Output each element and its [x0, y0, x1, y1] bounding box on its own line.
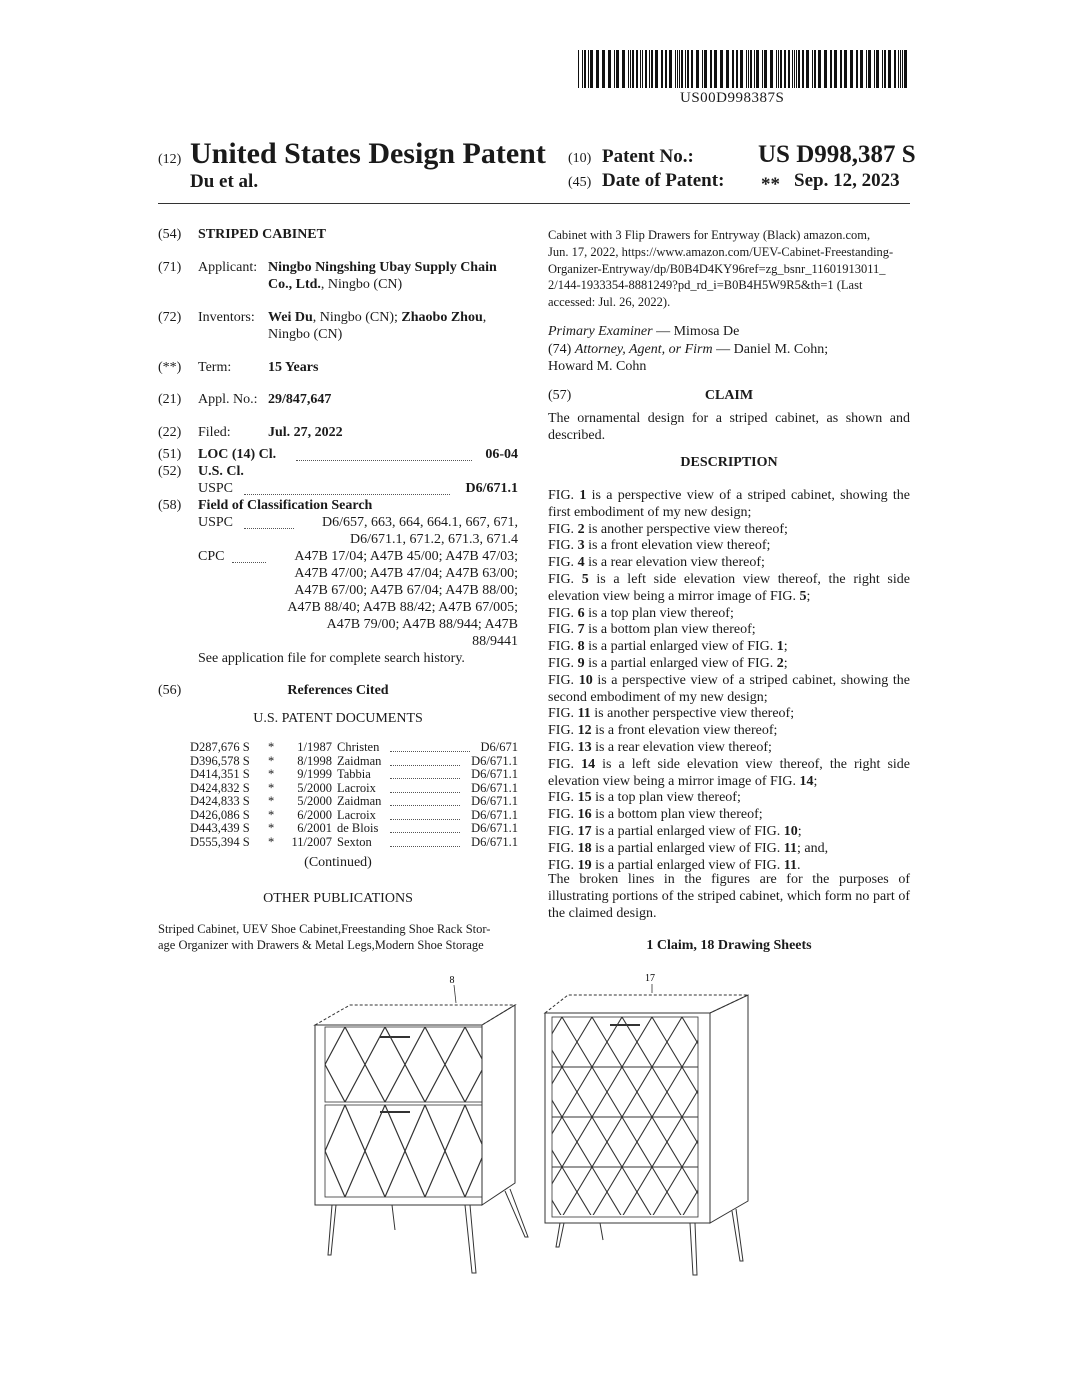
- figure-description: FIG. 9 is a partial enlarged view of FIG. 2;: [548, 655, 788, 671]
- field-56-code: (56): [158, 683, 182, 698]
- reference-row: [190, 809, 518, 823]
- claim-title: CLAIM: [704, 388, 754, 403]
- barcode-bar: [582, 50, 583, 88]
- barcode-bar: [710, 50, 712, 88]
- reference-name: Tabbia: [337, 767, 371, 781]
- reference-number: D414,351 S: [190, 767, 250, 781]
- barcode-bar: [806, 50, 809, 88]
- barcode-bar: [661, 50, 663, 88]
- reference-class: D6/671.1: [471, 821, 518, 835]
- figure-description: FIG. 16 is a bottom plan view thereof;: [548, 807, 763, 823]
- barcode-bar: [902, 50, 903, 88]
- reference-date: 9/1999: [297, 767, 332, 781]
- barcode-bar: [894, 50, 896, 88]
- primary-examiner: Primary Examiner — Mimosa De: [548, 324, 740, 339]
- claims-sheets-count: 1 Claim, 18 Drawing Sheets: [646, 938, 812, 953]
- barcode-bar: [696, 50, 699, 88]
- barcode-bar: [784, 50, 786, 88]
- figure-description: FIG. 3 is a front elevation view thereof;: [548, 538, 771, 554]
- barcode-bar: [792, 50, 793, 88]
- title-field: STRIPED CABINET: [198, 227, 326, 242]
- barcode-bar: [679, 50, 680, 88]
- reference-date: 8/1998: [297, 753, 332, 768]
- description-title: DESCRIPTION: [680, 455, 778, 470]
- patent-type-title: United States Design Patent: [190, 137, 546, 170]
- reference-class: D6/671.1: [471, 767, 518, 781]
- barcode-bar: [675, 50, 676, 88]
- reference-row: [190, 836, 518, 850]
- barcode-bar: [770, 50, 773, 88]
- reference-row: [190, 741, 518, 755]
- date-label: Date of Patent:: [602, 170, 725, 191]
- barcode-bar: [740, 50, 743, 88]
- barcode-bar: [632, 50, 634, 88]
- barcode-bar: [640, 50, 641, 88]
- barcode-bar: [812, 50, 813, 88]
- barcode-bar: [636, 50, 638, 88]
- drawing-label-left: 8: [449, 975, 455, 986]
- attorney-line2: Howard M. Cohn: [548, 359, 647, 374]
- barcode-bar: [788, 50, 790, 88]
- barcode-bar: [856, 50, 858, 88]
- barcode-bar: [754, 50, 755, 88]
- figure-description: FIG. 15 is a top plan view thereof;: [548, 790, 741, 806]
- reference-name: Christen: [337, 740, 380, 754]
- reference-number: D443,439 S: [190, 821, 250, 835]
- figure-description: FIG. 7 is a bottom plan view thereof;: [548, 622, 756, 638]
- reference-class: D6/671.1: [471, 807, 518, 822]
- barcode-bar: [732, 50, 734, 88]
- reference-date: 5/2000: [297, 794, 332, 808]
- other-publication-2: age Organizer with Drawers & Metal Legs,Modern Shoe Storage: [158, 938, 484, 952]
- reference-number: D426,086 S: [190, 807, 250, 822]
- barcode-bar: [622, 50, 625, 88]
- reference-class: D6/671.1: [471, 753, 518, 768]
- barcode-bar: [602, 50, 605, 88]
- barcode-bar: [860, 50, 863, 88]
- field-52-uspc: USPC D6/671.1: [198, 481, 518, 496]
- reference-date: 11/2007: [291, 834, 332, 849]
- barcode-bar: [685, 50, 686, 88]
- barcode-bar: [655, 50, 658, 88]
- figure-description: FIG. 8 is a partial enlarged view of FIG. 1;: [548, 639, 788, 655]
- reference-date: 6/2001: [297, 821, 332, 835]
- reference-row: [190, 782, 518, 796]
- code-45: (45): [568, 175, 592, 190]
- field-58-cpc: CPC A47B 17/04; A47B 45/00; A47B 47/03;: [198, 549, 518, 564]
- field-72: (72) Inventors: Wei Du, Ningbo (CN); Zhaobo Zhou,: [158, 310, 487, 325]
- figure-description: FIG. 5 is a left side elevation view thereof, the right side elevation view being a mirror image of FIG. 5;: [548, 571, 910, 604]
- barcode-bar: [874, 50, 875, 88]
- publication-continued: Cabinet with 3 Flip Drawers for Entryway (Black) amazon.com, Jun. 17, 2022, https://www.amazon.com/UEV-Cabinet-Freestanding- Organizer-Entryway/dp/B0B4D4KY96ref=zg_bsnr_11601913011_ 2/144-1933354-8881249?pd_rd_i=B0B4H5W9R5&th=1 (Last accessed: Jul. 26, 2022).: [548, 228, 894, 310]
- barcode-bar: [818, 50, 821, 88]
- reference-date: 6/2000: [297, 807, 332, 822]
- barcode-bar: [649, 50, 650, 88]
- reference-row: [190, 755, 518, 769]
- barcode-bar: [691, 50, 693, 88]
- field-58-cpc-6: 88/9441: [472, 634, 518, 649]
- figure-description: FIG. 17 is a partial enlarged view of FIG. 10;: [548, 823, 802, 839]
- figure-description: FIG. 19 is a partial enlarged view of FIG. 11.: [548, 857, 801, 873]
- barcode-bar: [830, 50, 832, 88]
- field-71-line2: Co., Ltd., Ningbo (CN): [268, 277, 403, 292]
- other-publication-1: Striped Cabinet, UEV Shoe Cabinet,Freestanding Shoe Rack Stor-: [158, 922, 491, 936]
- barcode-bar: [898, 50, 899, 88]
- barcode-bar: [677, 50, 678, 88]
- barcode-bar: [750, 50, 752, 88]
- barcode-bar: [608, 50, 611, 88]
- figure-description: FIG. 13 is a rear elevation view thereof;: [548, 739, 772, 755]
- reference-name: Zaidman: [337, 794, 382, 808]
- barcode-bar: [794, 50, 795, 88]
- barcode-bar: [780, 50, 782, 88]
- barcode-bar: [802, 50, 804, 88]
- reference-number: D396,578 S: [190, 753, 250, 768]
- reference-class: D6/671.1: [471, 780, 518, 795]
- reference-star: *: [268, 780, 275, 795]
- field-58-cpc-2: A47B 47/00; A47B 47/04; A47B 63/00;: [294, 566, 518, 581]
- reference-star: *: [268, 767, 275, 781]
- patent-no-label: Patent No.:: [602, 146, 694, 167]
- figure-description: FIG. 12 is a front elevation view thereof;: [548, 723, 778, 739]
- barcode-bar: [850, 50, 853, 88]
- search-history-note: See application file for complete search history.: [198, 651, 465, 666]
- patent-number: US D998,387 S: [758, 141, 916, 168]
- figure-description: FIG. 10 is a perspective view of a striped cabinet, showing the second embodiment of my new design;: [548, 672, 911, 705]
- barcode-bar: [651, 50, 653, 88]
- barcode-bar: [876, 50, 879, 88]
- field-52: (52) U.S. Cl.: [158, 464, 244, 479]
- date-stars: **: [761, 174, 780, 195]
- field-22: (22) Filed: Jul. 27, 2022: [158, 425, 343, 440]
- field-58-cpc-4: A47B 88/40; A47B 88/42; A47B 67/005;: [287, 600, 518, 615]
- field-21: (21) Appl. No.: 29/847,647: [158, 392, 332, 407]
- barcode-bar: [834, 50, 837, 88]
- barcode-bar: [764, 50, 767, 88]
- patent-date: Sep. 12, 2023: [794, 170, 900, 191]
- barcode-bar: [669, 50, 672, 88]
- barcode-bar: [866, 50, 867, 88]
- cabinet-right-drawing: [532, 995, 748, 1275]
- inventor-line: Du et al.: [190, 171, 259, 192]
- field-58: (58) Field of Classification Search: [158, 498, 373, 513]
- barcode-bar: [796, 50, 797, 88]
- barcode-bar: [756, 50, 759, 88]
- figure-description: FIG. 18 is a partial enlarged view of FIG. 11; and,: [548, 840, 829, 856]
- figure-description: FIG. 4 is a rear elevation view thereof;: [548, 555, 765, 571]
- barcode-bar: [900, 50, 901, 88]
- barcode-bar: [798, 50, 800, 88]
- barcode-bar: [726, 50, 729, 88]
- figure-description: FIG. 14 is a left side elevation view thereof, the right side elevation view being a mirror image of FIG. 14;: [548, 756, 911, 789]
- reference-row: [190, 795, 518, 809]
- references-continued: (Continued): [304, 855, 372, 870]
- barcode: [578, 50, 910, 92]
- reference-star: *: [268, 807, 275, 822]
- barcode-bar: [778, 50, 779, 88]
- field-72-line2: Ningbo (CN): [268, 327, 343, 342]
- reference-number: D424,832 S: [190, 780, 250, 795]
- header-rule: [158, 203, 910, 204]
- barcode-bar: [746, 50, 747, 88]
- references-title: References Cited: [287, 683, 389, 698]
- barcode-bar: [645, 50, 647, 88]
- figure-descriptions: [548, 488, 910, 874]
- cabinet-left-drawing: [305, 1005, 528, 1273]
- references-table: [190, 741, 518, 851]
- reference-row: [190, 768, 518, 782]
- code-12: (12): [158, 152, 182, 167]
- barcode-bar: [628, 50, 629, 88]
- barcode-bar: [736, 50, 738, 88]
- reference-date: 1/1987: [297, 740, 332, 754]
- reference-class: D6/671.1: [471, 794, 518, 808]
- code-10: (10): [568, 151, 592, 166]
- claim-text: The ornamental design for a striped cabinet, as shown and described.: [548, 411, 910, 443]
- barcode-bar: [762, 50, 763, 88]
- barcode-bar: [596, 50, 599, 88]
- barcode-number: US00D998387S: [680, 90, 785, 106]
- reference-number: D287,676 S: [190, 740, 250, 754]
- barcode-bar: [748, 50, 749, 88]
- field-71: (71) Applicant: Ningbo Ningshing Ubay Supply Chain: [158, 260, 497, 275]
- reference-row: [190, 822, 518, 836]
- reference-name: de Blois: [337, 821, 379, 835]
- barcode-bar: [714, 50, 717, 88]
- barcode-bar: [702, 50, 703, 88]
- reference-name: Lacroix: [337, 807, 376, 822]
- reference-date: 5/2000: [297, 780, 332, 795]
- reference-class: D6/671: [480, 740, 518, 754]
- barcode-bar: [720, 50, 723, 88]
- reference-number: D555,394 S: [190, 834, 250, 849]
- reference-star: *: [268, 794, 275, 808]
- barcode-bar: [681, 50, 683, 88]
- barcode-bar: [590, 50, 593, 88]
- field-58-uspc: USPC D6/657, 663, 664, 664.1, 667, 671,: [198, 515, 518, 530]
- us-patent-docs-title: U.S. PATENT DOCUMENTS: [253, 711, 423, 726]
- figure-description: FIG. 1 is a perspective view of a striped cabinet, showing the first embodiment of my new design;: [548, 488, 911, 520]
- barcode-bar: [578, 50, 579, 88]
- drawing-label-right: 17: [645, 973, 655, 984]
- barcode-bar: [840, 50, 842, 88]
- field-58-uspc-2: D6/671.1, 671.2, 671.3, 671.4: [350, 532, 518, 547]
- reference-name: Sexton: [337, 834, 372, 849]
- reference-number: D424,833 S: [190, 794, 250, 808]
- barcode-bar: [884, 50, 886, 88]
- barcode-bar: [665, 50, 667, 88]
- field-term: (**) Term: 15 Years: [158, 360, 319, 375]
- figure-description: FIG. 11 is another perspective view thereof;: [548, 706, 795, 722]
- barcode-bar: [824, 50, 827, 88]
- figure-description: FIG. 2 is another perspective view thereof;: [548, 521, 788, 537]
- barcode-bar: [588, 50, 589, 88]
- barcode-bar: [882, 50, 883, 88]
- barcode-bar: [814, 50, 816, 88]
- reference-star: *: [268, 753, 275, 768]
- barcode-bar: [614, 50, 615, 88]
- reference-class: D6/671.1: [471, 834, 518, 849]
- barcode-bar: [630, 50, 631, 88]
- reference-name: Lacroix: [337, 780, 376, 795]
- barcode-bar: [888, 50, 891, 88]
- field-54: (54) STRIPED CABINET: [158, 227, 326, 242]
- reference-star: *: [268, 740, 275, 754]
- barcode-bar: [868, 50, 871, 88]
- figure-description: FIG. 6 is a top plan view thereof;: [548, 605, 734, 621]
- barcode-bar: [776, 50, 777, 88]
- barcode-bar: [704, 50, 707, 88]
- representative-drawing: [300, 965, 770, 1285]
- barcode-bar: [642, 50, 643, 88]
- field-58-cpc-3: A47B 67/00; A47B 67/04; A47B 88/00;: [294, 583, 518, 598]
- reference-star: *: [268, 821, 275, 835]
- attorney: (74) Attorney, Agent, or Firm — Daniel M. Cohn;: [548, 342, 829, 357]
- barcode-bar: [904, 50, 907, 88]
- field-58-cpc-5: A47B 79/00; A47B 88/944; A47B: [326, 617, 518, 632]
- field-51: (51) LOC (14) Cl. 06-04: [158, 447, 518, 462]
- barcode-bar: [616, 50, 619, 88]
- reference-star: *: [268, 834, 275, 849]
- broken-lines-statement: The broken lines in the figures are for the purposes of illustrating portions of the striped cabinet, which form no part of the claimed design.: [548, 872, 910, 921]
- barcode-bar: [584, 50, 586, 88]
- other-publications-title: OTHER PUBLICATIONS: [263, 891, 413, 906]
- barcode-bar: [687, 50, 689, 88]
- claim-code: (57): [548, 388, 572, 403]
- barcode-bar: [844, 50, 847, 88]
- reference-name: Zaidman: [337, 753, 382, 768]
